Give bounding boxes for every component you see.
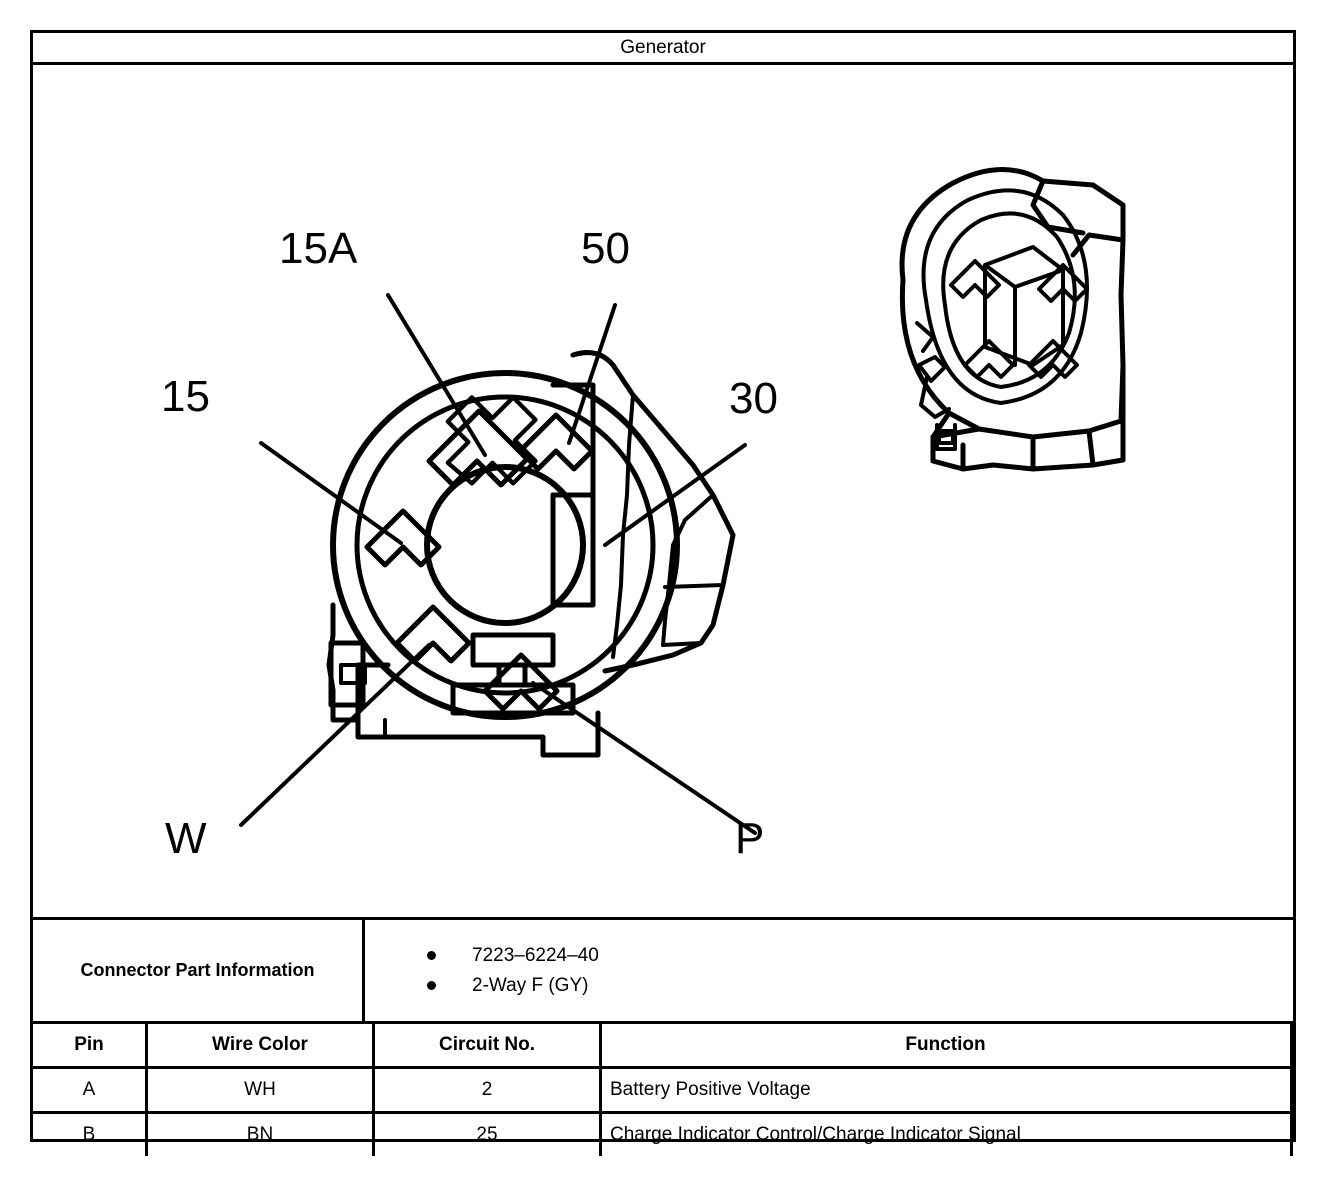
list-item	[427, 975, 1293, 997]
cell-function: Charge Indicator Control/Charge Indicator Signal	[601, 1113, 1292, 1157]
callout-15a: 15A	[279, 224, 358, 273]
column-header-function: Function	[601, 1023, 1292, 1068]
bullet-icon	[427, 951, 436, 960]
cell-pin: A	[33, 1068, 147, 1113]
cell-wire-color: WH	[147, 1068, 374, 1113]
table-row	[33, 1068, 1292, 1113]
table-header-row	[33, 1023, 1292, 1068]
column-header-pin: Pin	[33, 1023, 147, 1068]
callout-30: 30	[729, 374, 778, 423]
page-title: Generator	[620, 36, 706, 58]
cell-pin: B	[33, 1113, 147, 1157]
callout-15: 15	[161, 372, 210, 421]
connector-type: 2-Way F (GY)	[472, 974, 589, 996]
cell-function: Battery Positive Voltage	[601, 1068, 1292, 1113]
bullet-icon	[427, 981, 436, 990]
column-header-wire-color: Wire Color	[147, 1023, 374, 1068]
table-row	[33, 1113, 1292, 1157]
page-title-bar	[33, 33, 1293, 65]
diagram-frame	[30, 30, 1296, 1145]
cell-circuit-no: 2	[374, 1068, 601, 1113]
cell-wire-color: BN	[147, 1113, 374, 1157]
connector-part-information-label: Connector Part Information	[33, 920, 365, 1021]
diagram-area	[33, 65, 1293, 917]
connector-part-information-values	[365, 920, 1293, 1021]
list-item	[427, 945, 1293, 967]
generator-connector-drawing	[33, 65, 1293, 917]
callout-w: W	[165, 814, 207, 863]
connector-part-information-row	[33, 917, 1293, 1021]
connector-part-number: 7223–6224–40	[472, 944, 599, 966]
column-header-circuit-no: Circuit No.	[374, 1023, 601, 1068]
callout-50: 50	[581, 224, 630, 273]
pin-table	[33, 1021, 1293, 1156]
cell-circuit-no: 25	[374, 1113, 601, 1157]
callout-p: P	[735, 814, 765, 863]
